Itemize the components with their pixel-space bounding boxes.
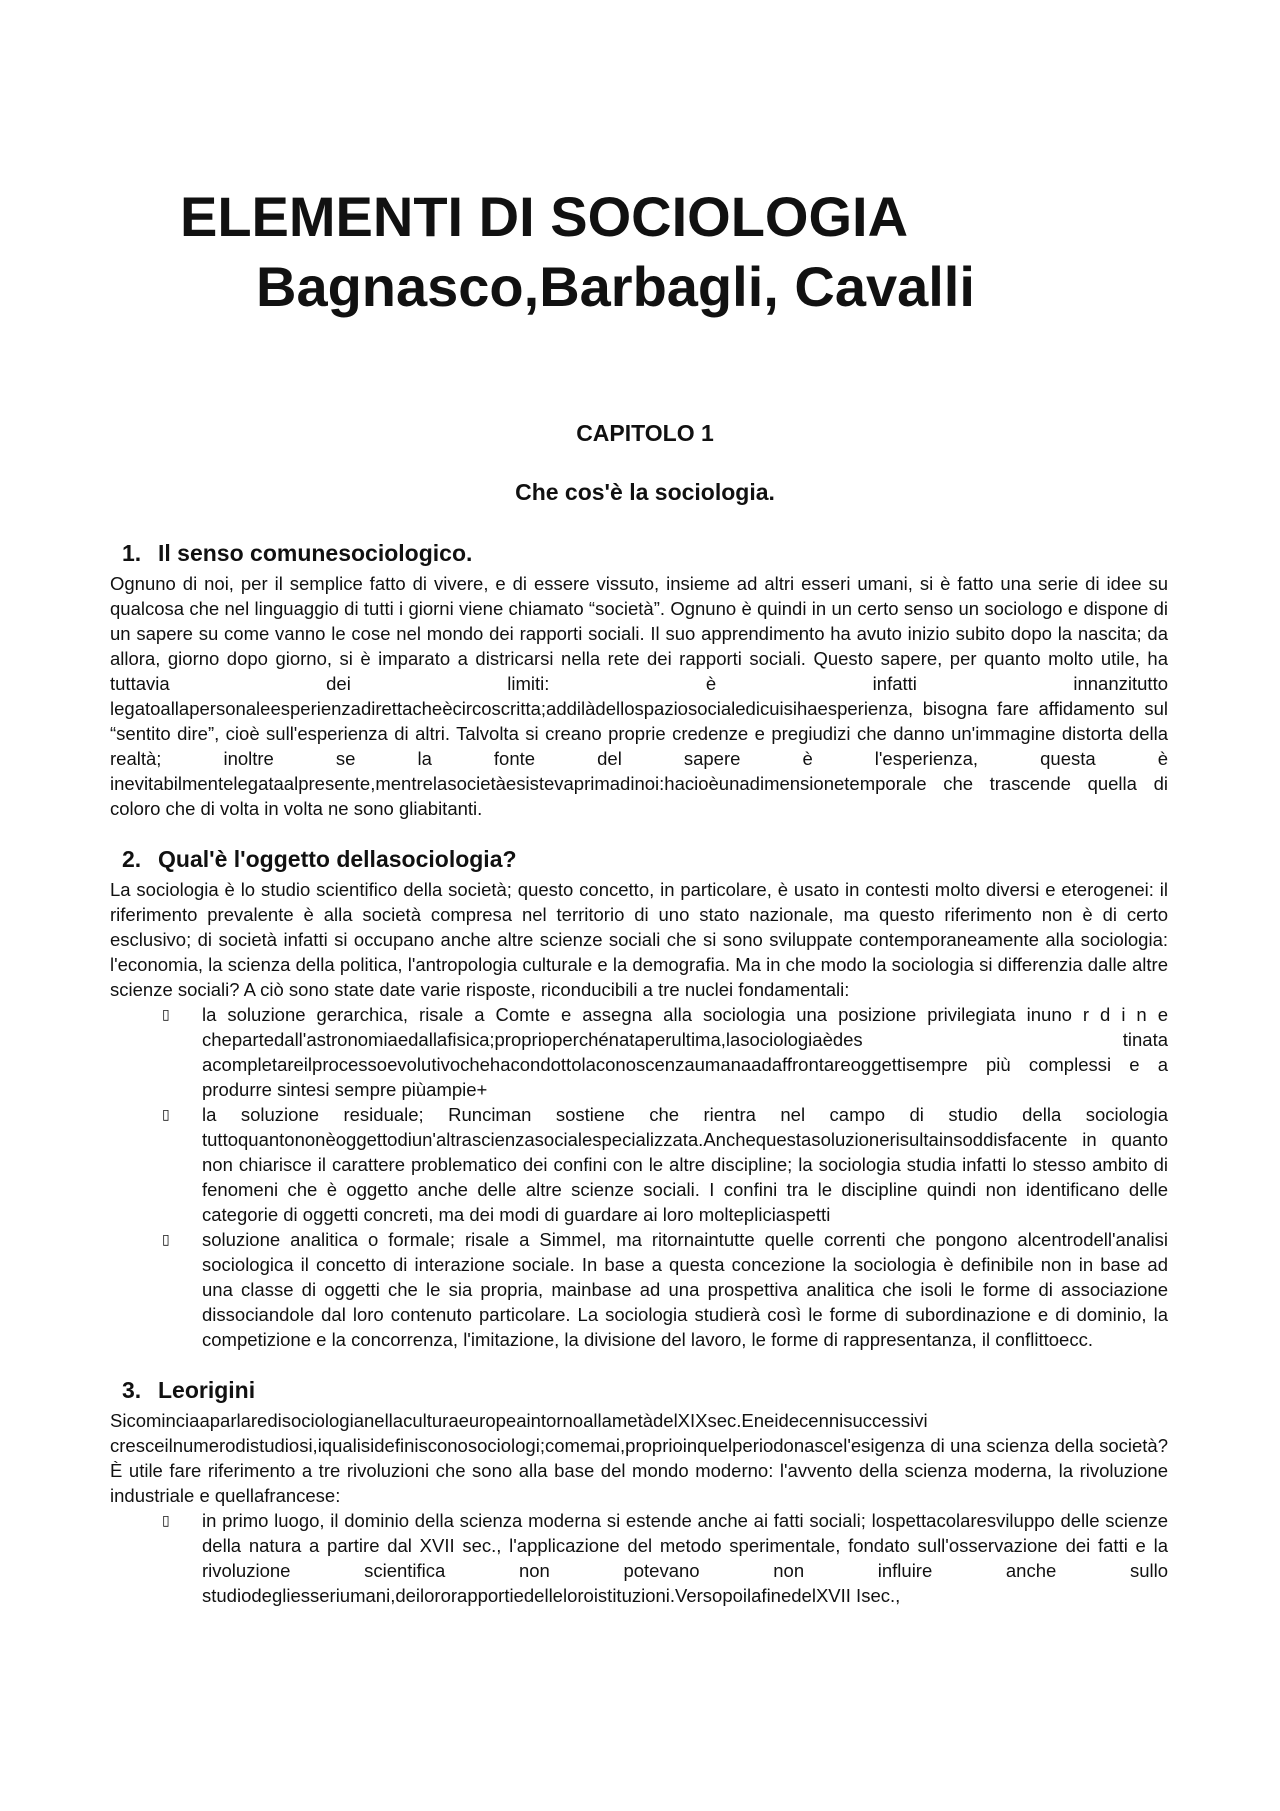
title-authors: Bagnasco,Barbagli, Cavalli	[256, 255, 975, 318]
document-title	[180, 182, 975, 322]
bullet-list	[110, 1002, 1168, 1352]
title-line-1: ELEMENTI DI SOCIOLOGIA	[180, 185, 909, 248]
paragraph: La sociologia è lo studio scientifico della società; questo concetto, in particolare, è usato in contesti molto diversi e eterogenei: il riferimento prevalente è alla società compresa nel territorio di uno stato nazionale, ma questo riferimento non è di certo esclusivo; di società infatti si occupano anche altre scienze sociali che si sono sviluppate contemporaneamente alla sociologia: l'economia, la scienza della politica, l'antropologia culturale e la demografia. Ma in che modo la sociologia si differenzia dalle altre scienze sociali? A ciò sono state date varie risposte, riconducibili a tre nuclei fondamentali:	[110, 879, 1168, 1000]
section-number: 3.	[122, 1377, 142, 1403]
section-title: Il senso comunesociologico.	[158, 540, 473, 566]
bullet-icon: ▯	[162, 1106, 170, 1122]
document-body	[110, 539, 1168, 1608]
bullet-icon: ▯	[162, 1231, 170, 1247]
section-number: 2.	[122, 846, 142, 872]
list-item-text: soluzione analitica o formale; risale a Simmel, ma ritornaintutte quelle correnti che pongono alcentrodell'analisi sociologica il concetto di interazione sociale. In base a questa concezione la sociologia è definibile non in base ad una classe di oggetti che le sia propria, mainbase ad una prospettiva analitica che isoli le forme di associazione dissociandole dal loro contenuto particolare. La sociologia studierà così le forme di subordinazione e di dominio, la competizione e la concorrenza, l'imitazione, la divisione del lavoro, le forme di rappresentanza, il conflittoecc.	[202, 1229, 1168, 1350]
chapter-title: Che cos'è la sociologia.	[515, 479, 775, 505]
bullet-icon: ▯	[162, 1512, 170, 1528]
chapter-label: CAPITOLO 1	[576, 420, 714, 446]
bullet-icon: ▯	[162, 1006, 170, 1022]
section-heading	[122, 845, 1168, 873]
list-item	[110, 1508, 1168, 1608]
list-item	[110, 1102, 1168, 1227]
list-item	[110, 1002, 1168, 1102]
section-heading	[122, 1376, 1168, 1404]
paragraph: SicominciaaparlaredisociologianellaculturaeuropeaintornoallametàdelXIXsec.Eneidecennisuccessivi cresceilnumerodistudiosi,iqualisidefinisconosociologi;comemai,proprioinquelperiodonascel'esigenza di una scienza della società? È utile fare riferimento a tre rivoluzioni che sono alla base del mondo moderno: l'avvento della scienza moderna, la rivoluzione industriale e quellafrancese:	[110, 1410, 1168, 1506]
list-item-text: in primo luogo, il dominio della scienza moderna si estende anche ai fatti sociali; lospettacolaresviluppo delle scienze della natura a partire dal XVII sec., l'applicazione del metodo sperimentale, fondato sull'osservazione dei fatti e la rivoluzione scientifica non potevano non influire anche sullo studiodegliesseriumani,deilororapportiedelleloroistituzioni.VersopoilafinedelXVII Isec.,	[202, 1510, 1168, 1606]
section-heading	[122, 539, 1168, 567]
section-number: 1.	[122, 540, 142, 566]
section-title: Qual'è l'oggetto dellasociologia?	[158, 846, 517, 872]
list-item	[110, 1227, 1168, 1352]
section-title: Leorigini	[158, 1377, 256, 1403]
section-2	[110, 845, 1168, 1352]
bullet-list	[110, 1508, 1168, 1608]
list-item-text: la soluzione residuale; Runciman sostiene che rientra nel campo di studio della sociologia tuttoquantononèoggettodiun'altrascienzasocialespecializzata.Anchequestasoluzionerisultainsoddisfacente in quanto non chiarisce il carattere problematico dei confini con le altre discipline; la sociologia studia infatti lo stesso ambito di fenomeni che è oggetto anche delle altre scienze sociali. I confini tra le discipline quindi non identificano delle categorie di oggetti concreti, ma dei modi di guardare ai loro moltepliciaspetti	[202, 1104, 1168, 1225]
section-1	[110, 539, 1168, 821]
paragraph: Ognuno di noi, per il semplice fatto di vivere, e di essere vissuto, insieme ad altri esseri umani, si è fatto una serie di idee su qualcosa che nel linguaggio di tutti i giorni viene chiamato “società”. Ognuno è quindi in un certo senso un sociologo e dispone di un sapere su come vanno le cose nel mondo dei rapporti sociali. Il suo apprendimento ha avuto inizio subito dopo la nascita; da allora, giorno dopo giorno, si è imparato a districarsi nella rete dei rapporti sociali. Questo sapere, per quanto molto utile, ha tuttavia dei limiti: è infatti innanzitutto legatoallapersonaleesperienzadirettacheècircoscritta;addilàdellospaziosocialedicuisihaesperienza, bisogna fare affidamento sul “sentito dire”, cioè sull'esperienza di altri. Talvolta si creano proprie credenze e pregiudizi che danno un'immagine distorta della realtà; inoltre se la fonte del sapere è l'esperienza, questa è inevitabilmentelegataalpresente,mentrelasocietàesistevaprimadinoi:hacioèunadimensionetemporale che trascende quella di coloro che di volta in volta ne sono gliabitanti.	[110, 573, 1168, 819]
section-3	[110, 1376, 1168, 1608]
list-item-text: la soluzione gerarchica, risale a Comte e assegna alla sociologia una posizione privilegiata inuno r d i n e chepartedall'astronomiaedallafisica;proprioperchénataperultima,lasociologiaèdes tinata acompletareilprocessoevolutivochehacondottolaconoscenzaumanaadaffrontareoggettisempre più complessi e a produrre sintesi sempre piùampie+	[202, 1004, 1168, 1100]
